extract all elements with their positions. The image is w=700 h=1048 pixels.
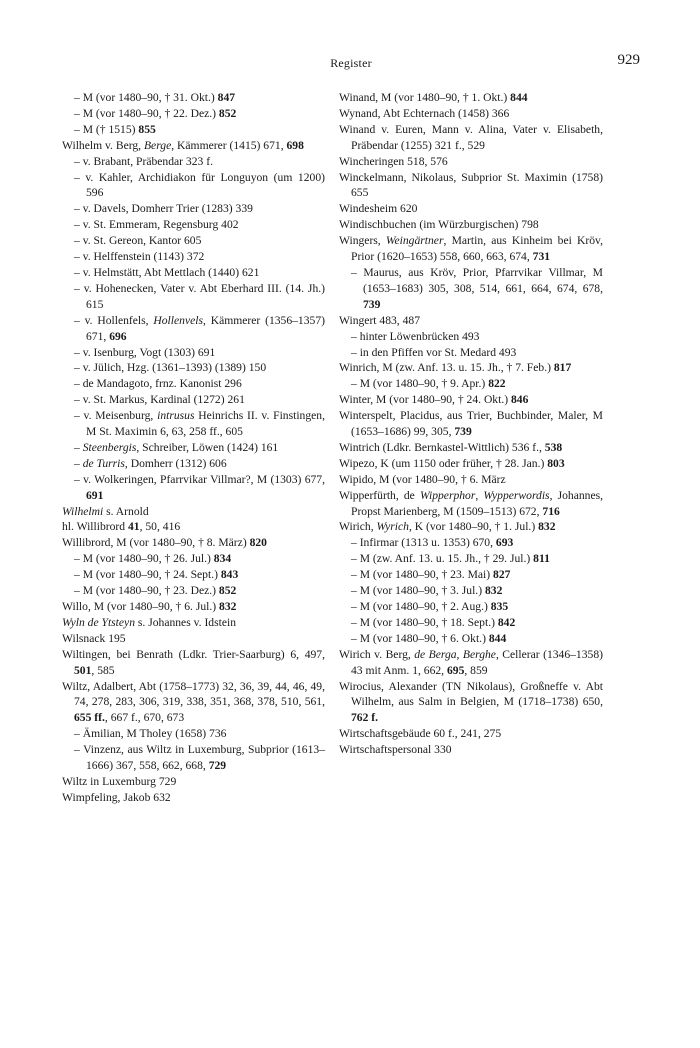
index-subentry xyxy=(62,551,325,567)
entry-text: , Schreiber, Löwen (1424) 161 xyxy=(136,440,279,454)
index-subentry xyxy=(62,726,325,742)
index-entry xyxy=(62,647,325,679)
index-subentry xyxy=(339,535,603,551)
entry-text: , Kämmerer (1356–1357) 671, xyxy=(86,313,325,343)
entry-text: Wipezo, K (um 1150 oder früher, † 28. Jan.) xyxy=(339,456,548,470)
entry-text: Wiltz in Luxemburg 729 xyxy=(62,774,177,788)
entry-text: Wiltz, Adalbert, Abt (1758–1773) 32, 36, 39, 44, 46, 49, 74, 278, 283, 306, 319, 338, 351, 368, 378, 510, 561, xyxy=(62,679,325,709)
page-reference-bold: 843 xyxy=(220,568,239,582)
index-subentry xyxy=(62,456,325,472)
entry-text: Wipperfürth, de xyxy=(339,488,420,502)
entry-text: Wirocius, Alexander (TN Nikolaus), Großneffe v. Abt Wilhelm, aus Salm in Belgien, M (1718–1738) 650, xyxy=(339,679,603,709)
entry-text: – xyxy=(74,440,83,454)
entry-text: Wirtschaftspersonal 330 xyxy=(339,743,452,757)
entry-text: – v. Davels, Domherr Trier (1283) 339 xyxy=(74,202,253,216)
entry-text: – de Mandagoto, frnz. Kanonist 296 xyxy=(74,377,242,391)
entry-text: Winter, M (vor 1480–90, † 24. Okt.) xyxy=(339,393,511,407)
entry-text: – M (vor 1480–90, † 23. Dez.) xyxy=(74,584,219,598)
index-entry xyxy=(339,170,603,202)
index-subentry xyxy=(62,313,325,345)
entry-text: , Domherr (1312) 606 xyxy=(124,456,227,470)
page-reference-bold: 811 xyxy=(533,552,550,566)
index-entry xyxy=(339,456,603,472)
index-subentry xyxy=(339,345,603,361)
italic-term: Weingärtner xyxy=(385,234,444,248)
page-reference-bold: 832 xyxy=(484,584,503,598)
page-reference-bold: 41 xyxy=(127,520,140,534)
entry-text: Winand, M (vor 1480–90, † 1. Okt.) xyxy=(339,91,511,104)
entry-text: – v. Jülich, Hzg. (1361–1393) (1389) 150 xyxy=(74,361,267,375)
index-entry xyxy=(62,790,325,806)
entry-text: – v. St. Gereon, Kantor 605 xyxy=(74,234,202,248)
entry-text: Wynand, Abt Echternach (1458) 366 xyxy=(339,106,510,120)
entry-text: – M (vor 1480–90, † 6. Okt.) xyxy=(351,631,489,645)
italic-term: Wilhelmi xyxy=(62,504,104,518)
index-entry xyxy=(62,615,325,631)
entry-text: Wilhelm v. Berg, xyxy=(62,138,144,152)
entry-text: , K (vor 1480–90, † 1. Jul.) xyxy=(408,520,539,534)
entry-text: – Vinzenz, aus Wiltz in Luxemburg, Subprior (1613–1666) 367, 558, 662, 668, xyxy=(74,743,325,773)
index-entry xyxy=(339,233,603,265)
page-reference-bold: 698 xyxy=(286,138,304,152)
page-reference-bold: 822 xyxy=(488,377,506,391)
index-entry xyxy=(339,726,603,742)
index-entry xyxy=(62,519,325,535)
page-reference-bold: 803 xyxy=(547,456,565,470)
entry-text: Winterspelt, Placidus, aus Trier, Buchbinder, Maler, M (1653–1686) 99, 305, xyxy=(339,409,603,439)
index-subentry xyxy=(339,599,603,615)
entry-text: Willo, M (vor 1480–90, † 6. Jul.) xyxy=(62,600,220,613)
entry-text: – M (vor 1480–90, † 31. Okt.) xyxy=(74,91,218,104)
page-reference-bold: 817 xyxy=(553,361,572,375)
entry-text: – v. Helffenstein (1143) 372 xyxy=(74,250,205,264)
page-reference-bold: 844 xyxy=(510,91,528,104)
index-entry xyxy=(62,504,325,520)
page-reference-bold: 716 xyxy=(542,504,560,518)
page-reference-bold: 832 xyxy=(538,520,556,534)
entry-text: – M (vor 1480–90, † 22. Dez.) xyxy=(74,106,219,120)
entry-text: – v. Isenburg, Vogt (1303) 691 xyxy=(74,345,216,359)
entry-text: – M (vor 1480–90, † 9. Apr.) xyxy=(351,377,489,391)
entry-text: Winrich, M (zw. Anf. 13. u. 15. Jh., † 7. Feb.) xyxy=(339,361,554,375)
index-subentry xyxy=(339,329,603,345)
index-entry xyxy=(62,535,325,551)
index-subentry xyxy=(62,742,325,774)
index-entry xyxy=(339,472,603,488)
index-entry xyxy=(339,313,603,329)
page-reference-bold: 762 f. xyxy=(351,711,379,725)
index-subentry xyxy=(62,567,325,583)
index-column-left xyxy=(62,90,325,806)
page-reference-bold: 852 xyxy=(218,106,237,120)
page-reference-bold: 739 xyxy=(454,425,472,439)
page-reference-bold: 852 xyxy=(218,584,237,598)
entry-text: – v. St. Emmeram, Regensburg 402 xyxy=(74,218,239,232)
entry-text: Wintrich (Ldkr. Bernkastel-Wittlich) 536 f., xyxy=(339,440,545,454)
index-subentry xyxy=(339,567,603,583)
index-subentry xyxy=(62,265,325,281)
page-reference-bold: 695 xyxy=(446,663,465,677)
page-reference-bold: 844 xyxy=(488,631,507,645)
entry-text: – Maurus, aus Kröv, Prior, Pfarrvikar Villmar, M (1653–1683) 305, 308, 514, 661, 664, 674, 678, xyxy=(351,265,603,295)
entry-text: – M (vor 1480–90, † 23. Mai) xyxy=(351,568,494,582)
page-reference-bold: 501 xyxy=(74,663,92,677)
index-entry xyxy=(62,631,325,647)
entry-text: – v. St. Markus, Kardinal (1272) 261 xyxy=(74,393,245,407)
index-subentry xyxy=(62,249,325,265)
page-reference-bold: 832 xyxy=(219,600,237,613)
entry-text: , 667 f., 670, 673 xyxy=(104,711,185,725)
page-reference-bold: 696 xyxy=(109,329,127,343)
entry-text: – v. Brabant, Präbendar 323 f. xyxy=(74,154,213,168)
index-subentry xyxy=(62,345,325,361)
entry-text: Windesheim 620 xyxy=(339,202,418,216)
entry-text: Wirich, xyxy=(339,520,377,534)
index-subentry xyxy=(62,154,325,170)
entry-text: Wingers, xyxy=(339,234,386,248)
italic-term: intrusus xyxy=(157,409,195,423)
index-entry xyxy=(339,201,603,217)
entry-text: , 50, 416 xyxy=(139,520,181,534)
index-subentry xyxy=(62,233,325,249)
entry-text: Wimpfeling, Jakob 632 xyxy=(62,790,171,804)
index-subentry xyxy=(339,376,603,392)
entry-text: – v. Kahler, Archidiakon für Longuyon (um 1200) 596 xyxy=(74,170,325,200)
entry-text: – M (vor 1480–90, † 24. Sept.) xyxy=(74,568,221,582)
index-subentry xyxy=(339,583,603,599)
page-reference-bold: 855 xyxy=(138,122,156,136)
index-entry xyxy=(339,217,603,233)
index-entry xyxy=(339,647,603,679)
page-reference-bold: 691 xyxy=(86,488,104,502)
index-subentry xyxy=(339,631,603,647)
page-reference-bold: 827 xyxy=(493,568,511,582)
running-title: Register xyxy=(330,56,372,70)
entry-text: s. Johannes v. Idstein xyxy=(135,615,237,629)
entry-text: – v. Meisenburg, xyxy=(74,409,158,423)
entry-text: Wiltingen, bei Benrath (Ldkr. Trier-Saarburg) 6, 497, xyxy=(62,647,325,661)
entry-text: – hinter Löwenbrücken 493 xyxy=(351,329,480,343)
index-subentry xyxy=(62,440,325,456)
entry-text: Wilsnack 195 xyxy=(62,631,126,645)
page-reference-bold: 842 xyxy=(497,615,516,629)
italic-term: Steenbergis xyxy=(82,440,137,454)
index-subentry xyxy=(339,265,603,313)
entry-text: – M (vor 1480–90, † 26. Jul.) xyxy=(74,552,214,566)
index-entry xyxy=(339,106,603,122)
index-subentry xyxy=(62,170,325,202)
entry-text: – M (zw. Anf. 13. u. 15. Jh., † 29. Jul.) xyxy=(351,552,534,566)
index-entry xyxy=(339,360,603,376)
entry-text: – v. Helmstätt, Abt Mettlach (1440) 621 xyxy=(74,265,260,279)
entry-text: hl. Willibrord xyxy=(62,520,128,534)
entry-text: , Johannes, Propst Marienberg, M (1509–1513) 672, xyxy=(351,488,604,518)
page-reference-bold: 847 xyxy=(217,91,236,104)
index-column-right xyxy=(339,90,603,758)
entry-text: , xyxy=(475,488,484,502)
italic-term: Wyln de Ytsteyn xyxy=(62,615,135,629)
page-reference-bold: 834 xyxy=(213,552,232,566)
index-subentry xyxy=(62,281,325,313)
page-reference-bold: 693 xyxy=(495,536,514,550)
entry-text: , 585 xyxy=(91,663,115,677)
entry-text: – M († 1515) xyxy=(74,122,139,136)
entry-text: – xyxy=(74,456,83,470)
entry-text: , 859 xyxy=(464,663,488,677)
index-subentry xyxy=(62,106,325,122)
entry-text: , Kämmerer (1415) 671, xyxy=(171,138,287,152)
index-subentry xyxy=(62,408,325,440)
entry-text: Wipido, M (vor 1480–90, † 6. März xyxy=(339,472,506,486)
index-subentry xyxy=(62,217,325,233)
index-entry xyxy=(62,679,325,727)
entry-text: – v. Hollenfels, xyxy=(74,313,154,327)
entry-text: Wirich v. Berg, xyxy=(339,647,415,661)
entry-text: , Cellerar (1346–1358) 43 mit Anm. 1, 662, xyxy=(351,647,603,677)
index-subentry xyxy=(339,615,603,631)
entry-text: s. Arnold xyxy=(103,504,149,518)
index-entry xyxy=(339,90,603,106)
italic-term: Wyrich xyxy=(376,520,409,534)
index-subentry xyxy=(62,583,325,599)
entry-text: – Ämilian, M Tholey (1658) 736 xyxy=(74,727,227,741)
page-reference-bold: 538 xyxy=(544,440,563,454)
italic-term: Berge xyxy=(143,138,172,152)
index-entry xyxy=(62,599,325,615)
index-subentry xyxy=(62,90,325,106)
entry-text: – Infirmar (1313 u. 1353) 670, xyxy=(351,536,496,550)
entry-text: Windischbuchen (im Würzburgischen) 798 xyxy=(339,218,539,232)
page-reference-bold: 729 xyxy=(208,759,227,773)
index-entry xyxy=(339,488,603,520)
entry-text: Winckelmann, Nikolaus, Subprior St. Maximin (1758) 655 xyxy=(339,170,603,200)
entry-text: – v. Hohenecken, Vater v. Abt Eberhard III. (14. Jh.) 615 xyxy=(74,281,325,311)
page-header xyxy=(62,50,640,74)
page-reference-bold: 655 ff. xyxy=(74,711,105,725)
entry-text: Heinrichs II. v. Finstingen, M St. Maximin 6, 63, 258 ff., 605 xyxy=(86,409,325,439)
italic-term: Wipperphor xyxy=(419,488,476,502)
entry-text: Wirtschaftsgebäude 60 f., 241, 275 xyxy=(339,727,502,741)
page-reference-bold: 820 xyxy=(249,536,267,550)
index-entry xyxy=(339,679,603,727)
entry-text: Wincheringen 518, 576 xyxy=(339,154,448,168)
page-reference-bold: 846 xyxy=(511,393,529,407)
index-subentry xyxy=(339,551,603,567)
italic-term: de Berga, Berghe xyxy=(414,647,496,661)
italic-term: Hollenvels xyxy=(153,313,203,327)
index-entry xyxy=(339,154,603,170)
index-entry xyxy=(339,440,603,456)
index-entry xyxy=(339,122,603,154)
entry-text: Willibrord, M (vor 1480–90, † 8. März) xyxy=(62,536,250,550)
index-subentry xyxy=(62,122,325,138)
index-entry xyxy=(339,742,603,758)
entry-text: – M (vor 1480–90, † 18. Sept.) xyxy=(351,615,498,629)
index-entry xyxy=(62,774,325,790)
entry-text: – in den Pfiffen vor St. Medard 493 xyxy=(351,345,517,359)
index-subentry xyxy=(62,360,325,376)
index-subentry xyxy=(62,472,325,504)
italic-term: de Turris xyxy=(82,456,125,470)
entry-text: – M (vor 1480–90, † 3. Jul.) xyxy=(351,584,485,598)
page-reference-bold: 731 xyxy=(532,250,551,264)
entry-text: Wingert 483, 487 xyxy=(339,313,420,327)
index-entry xyxy=(62,138,325,154)
index-subentry xyxy=(62,201,325,217)
index-entry xyxy=(339,519,603,535)
entry-text: – M (vor 1480–90, † 2. Aug.) xyxy=(351,600,491,613)
entry-text: – v. Wolkeringen, Pfarrvikar Villmar?, M (1303) 677, xyxy=(74,472,325,486)
page-reference-bold: 835 xyxy=(490,600,509,613)
page-number: 929 xyxy=(617,52,640,68)
index-subentry xyxy=(62,392,325,408)
index-entry xyxy=(339,408,603,440)
index-entry xyxy=(339,392,603,408)
page-reference-bold: 739 xyxy=(363,297,381,311)
entry-text: Winand v. Euren, Mann v. Alina, Vater v. Elisabeth, Präbendar (1255) 321 f., 529 xyxy=(339,122,603,152)
index-subentry xyxy=(62,376,325,392)
italic-term: Wypperwordis xyxy=(483,488,550,502)
entry-text: , Martin, aus Kinheim bei Kröv, Prior (1620–1653) 558, 660, 663, 674, xyxy=(351,234,603,264)
